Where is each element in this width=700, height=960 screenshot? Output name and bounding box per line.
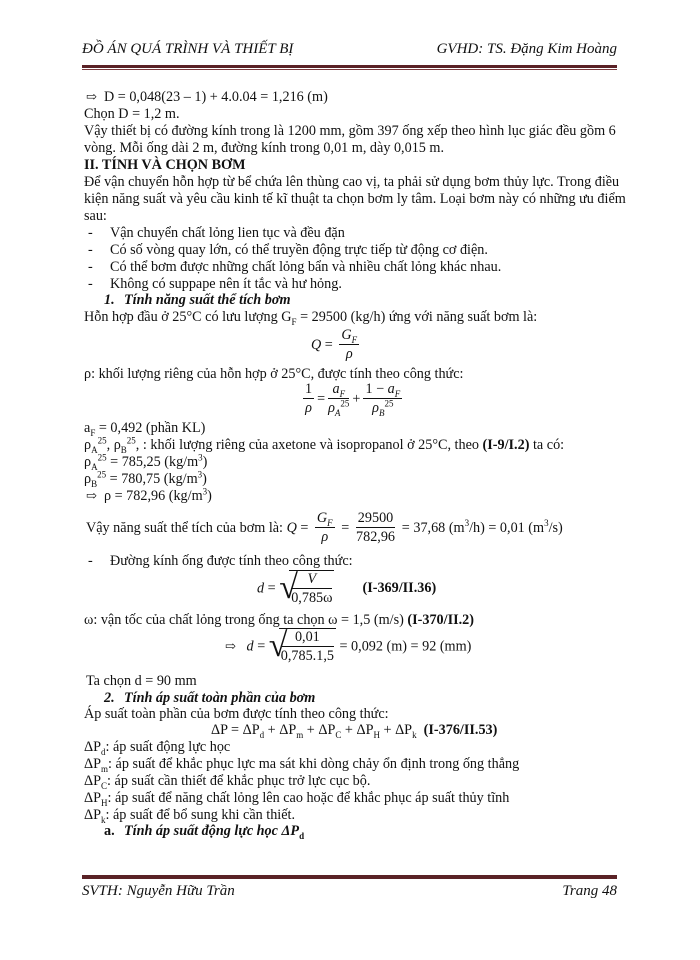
paragraph-line: Áp suất toàn phần của bơm được tính theo công thức: [84, 706, 389, 722]
equation-Q: Q = $\frac{G_F}{\rho}$ [311, 327, 358, 362]
equation-d-calc: ⇨ d = √ $\frac{0,01}{0,785.1,5}$ = 0,092 (m) = 92 (mm) [225, 627, 472, 664]
equation-line: ⇨ D = 0,048(23 – 1) + 4.0.04 = 1,216 (m) [86, 89, 328, 105]
definition-line: $\Delta P_C$: áp suất cần thiết để khắc phục trở lực cục bộ. [84, 773, 371, 791]
header-rule [82, 65, 617, 68]
text-line: ω: vận tốc của chất lỏng trong ống ta chọn ω = 1,5 (m/s) (I-370/II.2) [84, 612, 474, 628]
paragraph-line: kiện năng suất và yêu cầu kinh tế kĩ thuật ta chọn bơm ly tâm. Loại bơm này có những ưu điểm [84, 191, 626, 207]
text-line: $\rho_B^{25} = 780,75$ $(kg/m^3)$ [84, 469, 207, 489]
definition-line: $\Delta P_m$: áp suất để khắc phục lực ma sát khi dòng chảy ổn định trong ống thẳng [84, 756, 520, 774]
bullet-item: - Không có suppape nên ít tắc và hư hỏng. [88, 276, 342, 292]
definition-line: $\Delta P_H$: áp suất để năng chất lỏng lên cao hoặc để khắc phục áp suất thủy tĩnh [84, 790, 510, 808]
definition-line: $\Delta P_k$: áp suất để bổ sung khi cần thiết. [84, 807, 296, 825]
equation-rho-mix: $\frac{1}{\rho}$ = $\frac{a_F}{\rho_A^{25}}$ + $\frac{1 - a_F}{\rho_B^{25}}$ [305, 381, 401, 418]
page-number: Trang 48 [562, 883, 617, 899]
subsection-heading: a. Tính áp suất động lực học $\Delta P_d$ [104, 823, 305, 841]
header-title: ĐỒ ÁN QUÁ TRÌNH VÀ THIẾT BỊ [82, 41, 294, 57]
bullet-item: - Có số vòng quay lớn, có thể truyền động trực tiếp từ động cơ điện. [88, 242, 488, 258]
text-line: Chọn D = 1,2 m. [84, 106, 180, 122]
definition-line: $\Delta P_d$: áp suất động lực học [84, 739, 231, 757]
subsection-heading: 2. Tính áp suất toàn phần của bơm [104, 690, 316, 706]
subsection-heading: 1. Tính năng suất thể tích bơm [104, 292, 291, 308]
page-footer [82, 883, 617, 903]
bullet-item: - Đường kính ống được tính theo công thức: [88, 553, 353, 569]
paragraph-line: ρ: khối lượng riêng của hỗn hợp ở 25°C, được tính theo công thức: [84, 366, 464, 382]
header-rule-thin [82, 69, 617, 70]
paragraph-line: sau: [84, 208, 107, 224]
bullet-item: - Có thể bơm được những chất lỏng bẩn và nhiều chất lỏng khác nhau. [88, 259, 502, 275]
text-line: vòng. Mỗi ống dài 2 m, đường kính trong 0,01 m, dày 0,015 m. [84, 140, 445, 156]
paragraph-line: Hỗn hợp đầu ở 25°C có lưu lượng $G_F = 29500$ (kg/h) ứng với năng suất bơm là: [84, 309, 538, 327]
text-line: Vậy thiết bị có đường kính trong là 1200 mm, gồm 397 ống xếp theo hình lục giác đều gồm 6 [84, 123, 616, 139]
equation-line-Q: Vậy năng suất thể tích của bơm là: Q = $\frac{G_F}{\rho}$ = $\frac{29500}{782,96}$ = 37,68 $(m^3/h) = 0,01$ $(m^3/s)$ [86, 510, 563, 545]
equation-d: d = √ $\frac{V}{0,785\omega}$ (I-369/II.36) [257, 569, 437, 606]
section-heading: II. TÍNH VÀ CHỌN BƠM [84, 157, 246, 173]
text-line: Ta chọn d = 90 mm [86, 673, 197, 689]
text-line: $a_F = 0,492$ (phần KL) [84, 420, 206, 438]
header-advisor: GVHD: TS. Đặng Kim Hoàng [436, 41, 617, 57]
footer-rule [82, 875, 617, 879]
bullet-item: - Vận chuyển chất lỏng lien tục và đều đặn [88, 225, 345, 241]
page-header [82, 41, 617, 61]
text-line: $\rho_A^{25}$, $\rho_B^{25}$, : khối lượng riêng của axetone và isopropanol ở 25°C, theo (I-9/I.2) ta có: [84, 435, 565, 455]
paragraph-line: Để vận chuyển hỗn hợp từ bể chứa lên thùng cao vị, ta phải sử dụng bơm thủy lực. Trong điều [84, 174, 620, 190]
arrow-right-icon: ⇨ [86, 89, 97, 104]
arrow-right-icon: ⇨ [86, 488, 97, 503]
equation-total-pressure: $\Delta P = \Delta P_d + \Delta P_m + \Delta P_C + \Delta P_H + \Delta P_k$ (I-376/II.53) [211, 722, 498, 740]
footer-student: SVTH: Nguyễn Hữu Trần [82, 883, 235, 899]
text-line: $\rho_A^{25} = 785,25$ $(kg/m^3)$ [84, 452, 208, 472]
equation-line: ⇨ ρ = 782,96 $(kg/m^3)$ [86, 486, 212, 504]
